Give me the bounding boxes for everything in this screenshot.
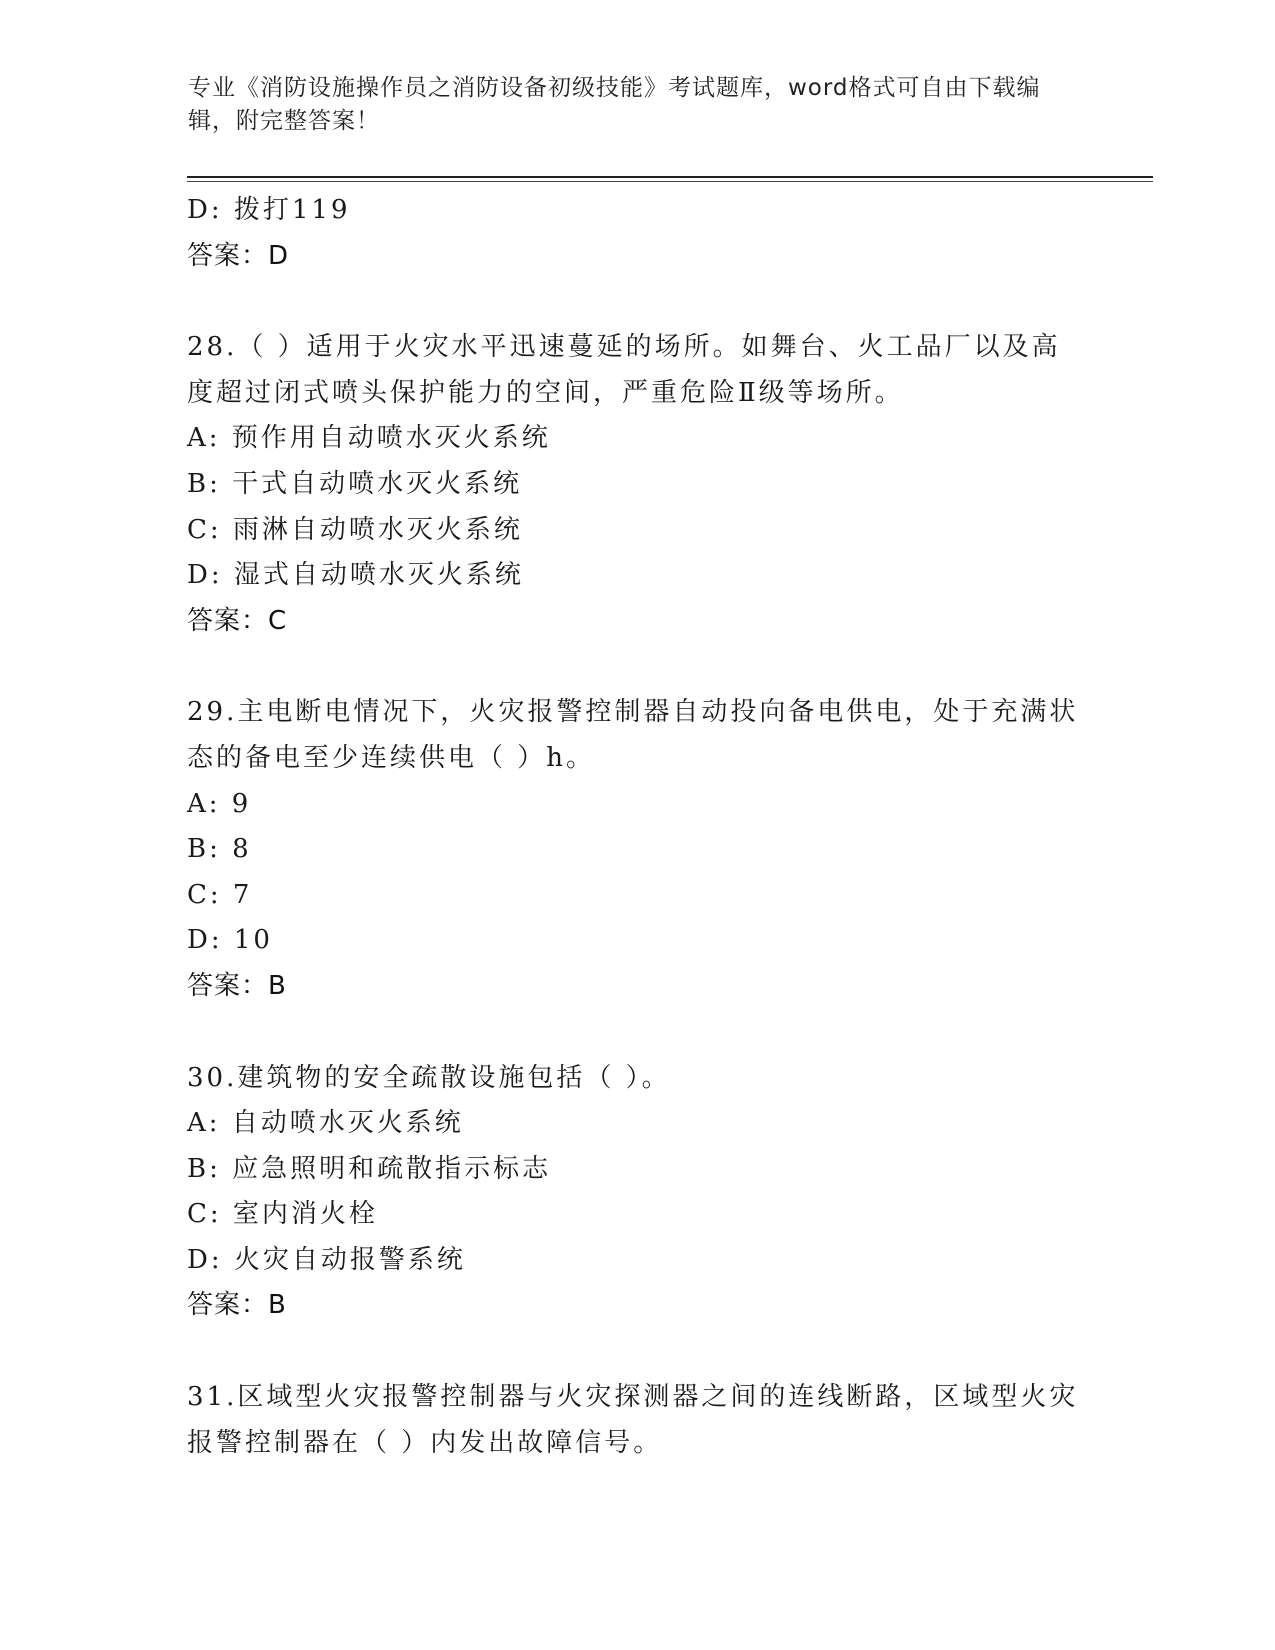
header-divider-thin [187, 181, 1153, 182]
option-c: C: 7 [187, 879, 253, 910]
question-stem: 30.建筑物的安全疏散设施包括（ ）。 [187, 1062, 671, 1093]
answer-label: 答案：C [187, 605, 288, 636]
header-divider [187, 176, 1153, 178]
option-b: B: 8 [187, 834, 252, 865]
option-b: B: 应急照明和疏散指示标志 [187, 1153, 552, 1184]
option-d: D: 火灾自动报警系统 [187, 1244, 466, 1275]
question-stem: 度超过闭式喷头保护能力的空间，严重危险Ⅱ级等场所。 [187, 377, 904, 408]
option-a: A: 预作用自动喷水灭火系统 [187, 423, 551, 454]
option-a: A: 9 [187, 788, 252, 819]
answer-label: 答案：D [187, 240, 290, 271]
question-stem: 29.主电断电情况下，火灾报警控制器自动投向备电供电，处于充满状 [187, 697, 1079, 728]
option-d: D: 10 [187, 925, 273, 956]
question-list [187, 188, 1087, 1466]
option-d: D: 湿式自动喷水灭火系统 [187, 560, 524, 591]
option-c: C: 雨淋自动喷水灭火系统 [187, 514, 523, 545]
question-stem: 31.区域型火灾报警控制器与火灾探测器之间的连线断路，区域型火灾 [187, 1382, 1079, 1413]
option-d: D: 拨打119 [187, 195, 351, 225]
answer-label: 答案：B [187, 1290, 287, 1321]
option-b: B: 干式自动喷水灭火系统 [187, 468, 523, 499]
question-stem: 28.（ ）适用于火灾水平迅速蔓延的场所。如舞台、火工品厂以及高 [187, 332, 1061, 363]
question-29 [187, 690, 1087, 1009]
option-c: C: 室内消火栓 [187, 1199, 378, 1230]
document-header: 专业《消防设施操作员之消防设备初级技能》考试题库，word格式可自由下载编辑，附完整答案！ [188, 75, 1041, 134]
answer-label: 答案：B [187, 970, 287, 1001]
question-stem: 态的备电至少连续供电（ ）h。 [187, 742, 596, 773]
question-28 [187, 325, 1087, 644]
question-31 [187, 1375, 1087, 1466]
question-30 [187, 1056, 1087, 1330]
question-stem: 报警控制器在（ ）内发出故障信号。 [187, 1427, 663, 1458]
option-a: A: 自动喷水灭火系统 [187, 1108, 464, 1139]
